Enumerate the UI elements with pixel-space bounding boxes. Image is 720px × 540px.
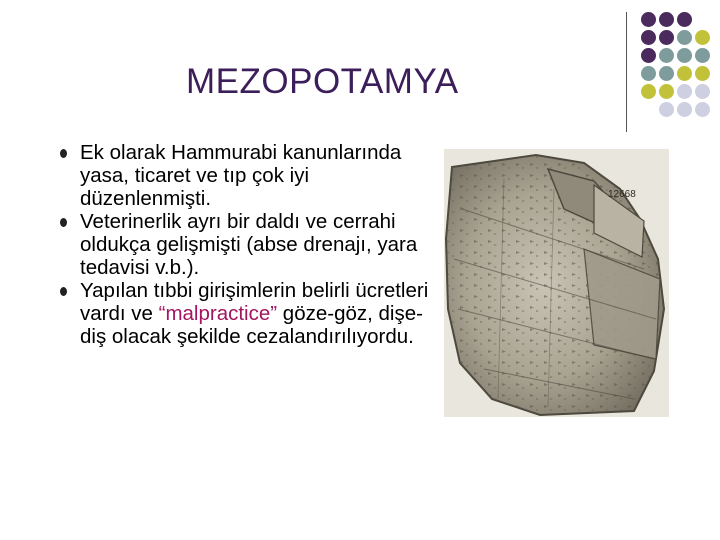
decorative-dot bbox=[677, 102, 692, 117]
decorative-dot bbox=[677, 12, 692, 27]
decorative-dot bbox=[659, 66, 674, 81]
bullet-item bbox=[60, 210, 430, 279]
highlighted-term: “malpractice” bbox=[158, 302, 278, 325]
decorative-dot bbox=[695, 66, 710, 81]
bullet-list bbox=[60, 141, 430, 348]
decorative-dot bbox=[695, 84, 710, 99]
slide-title: MEZOPOTAMYA bbox=[186, 62, 459, 101]
bullet-marker-icon bbox=[60, 149, 67, 158]
decorative-dot bbox=[677, 48, 692, 63]
decorative-dot bbox=[641, 66, 656, 81]
decorative-dot bbox=[677, 84, 692, 99]
decorative-dot bbox=[659, 102, 674, 117]
decorative-dot bbox=[659, 12, 674, 27]
decorative-dot bbox=[695, 30, 710, 45]
decorative-dot bbox=[659, 30, 674, 45]
decorative-dot bbox=[641, 12, 656, 27]
bullet-text bbox=[71, 279, 430, 348]
decorative-dot bbox=[659, 48, 674, 63]
decorative-divider bbox=[626, 12, 627, 132]
decorative-dot bbox=[659, 84, 674, 99]
decorative-dot bbox=[695, 102, 710, 117]
bullet-item bbox=[60, 141, 430, 210]
decorative-dot bbox=[677, 30, 692, 45]
bullet-text: Veterinerlik ayrı bir daldı ve cerrahi oldukça gelişmişti (abse drenajı, yara tedavisi v.b.). bbox=[80, 210, 418, 279]
bullet-item bbox=[60, 279, 430, 348]
decorative-dot bbox=[641, 84, 656, 99]
bullet-text-part: göze-göz, dişe-diş olacak şekilde cezalandırılıyordu. bbox=[80, 302, 423, 348]
decorative-dot bbox=[695, 48, 710, 63]
clay-tablet-image bbox=[444, 149, 669, 417]
bullet-marker-icon bbox=[60, 218, 67, 227]
decorative-dot bbox=[641, 48, 656, 63]
decorative-dot bbox=[677, 66, 692, 81]
bullet-text: Ek olarak Hammurabi kanunlarında yasa, ticaret ve tıp çok iyi düzenlenmişti. bbox=[80, 141, 402, 210]
bullet-marker-icon bbox=[60, 287, 67, 296]
tablet-number: 12668 bbox=[608, 189, 636, 200]
decorative-dot bbox=[641, 30, 656, 45]
bullet-text-part: Yapılan tıbbi girişimlerin belirli ücretleri vardı ve bbox=[80, 279, 429, 325]
